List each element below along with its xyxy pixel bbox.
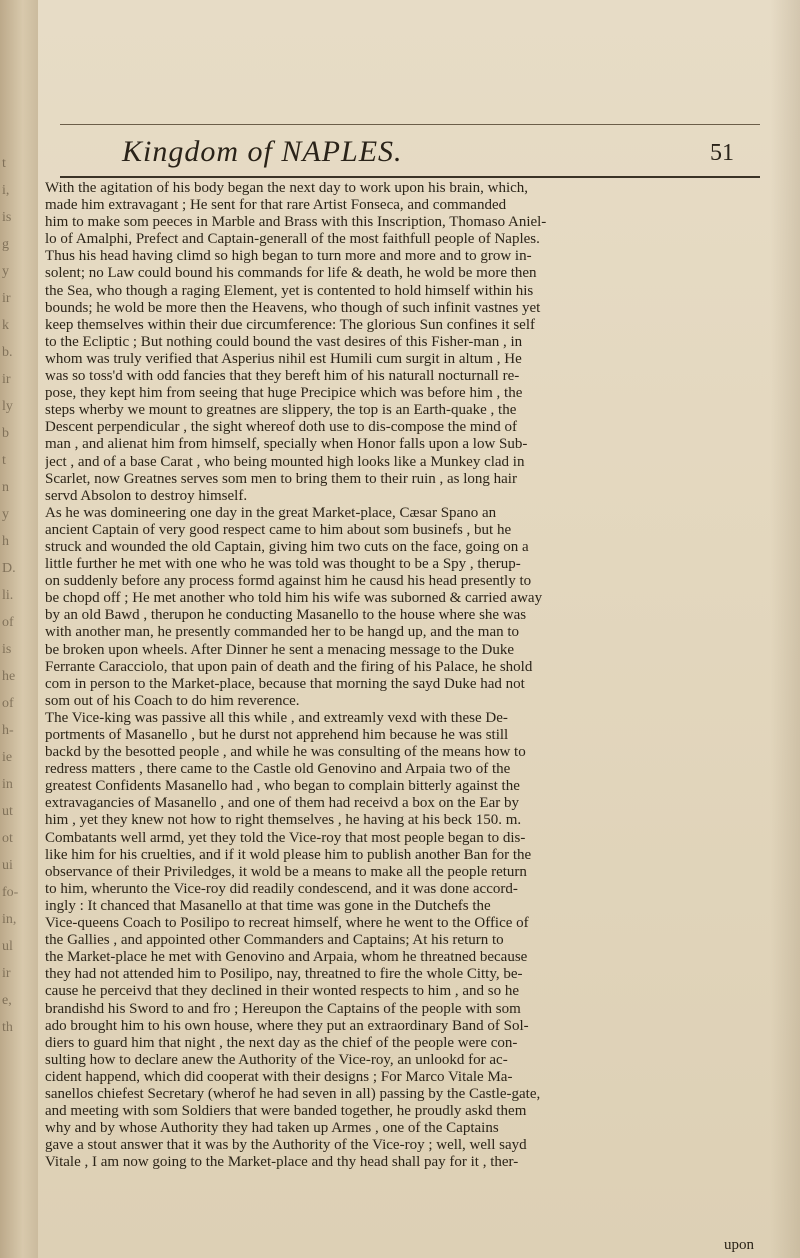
running-head: Kingdom of NAPLES. — [122, 135, 403, 168]
gutter-fragment: of — [2, 615, 14, 630]
gutter-fragment: t — [2, 453, 6, 468]
text-line: extravagancies of Masanello , and one of them had receivd a box on the Ear by — [45, 795, 519, 812]
text-line: solent; no Law could bound his commands for life & death, he wold be more then — [45, 265, 537, 282]
text-line: and meeting with som Soldiers that were banded together, he proudly askd them — [45, 1103, 527, 1120]
gutter-fragment: is — [2, 642, 12, 657]
gutter-fragment: of — [2, 696, 14, 711]
gutter-fragment: t — [2, 156, 6, 171]
text-line: Scarlet, now Greatnes serves som men to bring them to their ruin , as long hair — [45, 470, 517, 487]
text-line: him to make som peeces in Marble and Brass with this Inscription, Thomaso Aniel- — [45, 214, 547, 231]
gutter-fragment: th — [2, 1020, 13, 1035]
text-line: to the Ecliptic ; But nothing could bound the vast desires of this Fisher-man , in — [45, 333, 523, 350]
gutter-fragment: h — [2, 534, 9, 549]
gutter-fragment: ul — [2, 939, 13, 954]
text-line: him , yet they knew not how to right themselves , he having at his beck 150. m. — [45, 812, 522, 829]
text-line: little further he met with one who he was told was thought to be a Spy , therup- — [45, 556, 521, 573]
text-line: ject , and of a base Carat , who being mounted high looks like a Munkey clad in — [45, 453, 525, 470]
text-line: som out of his Coach to do him reverence. — [45, 692, 300, 709]
gutter-fragments — [2, 150, 32, 1041]
text-line: ingly : It chanced that Masanello at that time was gone in the Dutchefs the — [45, 897, 491, 914]
gutter-fragment: ot — [2, 831, 13, 846]
gutter-fragment: y — [2, 507, 9, 522]
text-line: redress matters , there came to the Castle old Genovino and Arpaia two of the — [45, 761, 511, 778]
gutter-fragment: fo- — [2, 885, 19, 900]
text-line: observance of their Priviledges, it wold be a means to make all the people return — [45, 863, 527, 880]
text-line: With the agitation of his body began the next day to work upon his brain, which, — [45, 180, 529, 196]
gutter-fragment: k — [2, 318, 9, 333]
text-line: As he was domineering one day in the great Market-place, Cæsar Spano an — [45, 504, 497, 521]
top-rule — [60, 124, 760, 125]
text-line: lo of Amalphi, Prefect and Captain-generall of the most faithfull people of Naples. — [45, 231, 540, 248]
text-line: the Market-place he met with Genovino and Arpaia, whom he threatned because — [45, 949, 528, 966]
text-line: sanellos chiefest Secretary (wherof he had seven in all) passing by the Castle-gate, — [45, 1085, 541, 1102]
gutter-fragment: D. — [2, 561, 16, 576]
text-line: greatest Confidents Masanello had , who began to complain bitterly against the — [45, 778, 520, 795]
text-line: the Sea, who though a raging Element, yet is contented to hold himself within his — [45, 282, 534, 299]
previous-page-edge — [0, 0, 38, 1258]
text-line: Thus his head having climd so high began to turn more and more and to grow in- — [45, 248, 532, 265]
text-line: backd by the besotted people , and while he was consulting of the means how to — [45, 744, 526, 761]
catchword: upon — [724, 1237, 754, 1253]
text-line: bounds; he wold be more then the Heavens, who though of such infinit vastnes yet — [45, 299, 541, 316]
text-line: why and by whose Authority they had taken up Armes , one of the Captains — [45, 1120, 499, 1137]
gutter-fragment: in, — [2, 912, 17, 927]
text-line: ado brought him to his own house, where they put an extraordinary Band of Sol- — [45, 1017, 529, 1034]
text-line: portments of Masanello , but he durst not apprehend him because he was still — [45, 727, 509, 743]
gutter-fragment: ir — [2, 372, 11, 387]
gutter-fragment: is — [2, 210, 12, 225]
text-line: made him extravagant ; He sent for that rare Artist Fonseca, and commanded — [45, 197, 507, 214]
text-line: servd Absolon to destroy himself. — [45, 487, 248, 504]
gutter-fragment: he — [2, 669, 16, 684]
body-text — [45, 180, 761, 1258]
gutter-fragment: ly — [2, 399, 13, 414]
text-line: to him, wherunto the Vice-roy did readily condescend, and it was done accord- — [45, 880, 518, 897]
text-line: Vice-queens Coach to Posilipo to recreat himself, where he went to the Office of — [45, 915, 529, 932]
gutter-fragment: ut — [2, 804, 13, 819]
text-line: gave a stout answer that it was by the Authority of the Vice-roy ; well, well sayd — [45, 1137, 527, 1154]
page-edge-shadow — [770, 0, 800, 1258]
text-line: the Gallies , and appointed other Commanders and Captains; At his return to — [45, 932, 504, 949]
header-rule — [60, 176, 760, 178]
text-line: be broken upon wheels. After Dinner he sent a menacing message to the Duke — [45, 641, 515, 658]
text-line: The Vice-king was passive all this while , and extreamly vexd with these De- — [45, 709, 508, 726]
gutter-fragment: li. — [2, 588, 14, 603]
text-line: by an old Bawd , therupon he conducting Masanello to the house where she was — [45, 607, 527, 624]
text-line: with another man, he presently commanded her to be hangd up, and the man to — [45, 624, 520, 641]
gutter-fragment: ui — [2, 858, 13, 873]
text-line: was so toss'd with odd fancies that they bereft him of his naturall nocturnall re- — [45, 368, 520, 385]
gutter-fragment: h- — [2, 723, 14, 738]
text-line: pose, they kept him from seeing that huge Precipice which was before him , the — [45, 385, 523, 402]
text-line: diers to guard him that night , the next day as the chief of the people were con- — [45, 1034, 518, 1051]
gutter-fragment: ir — [2, 291, 11, 306]
text-line: Descent perpendicular , the sight whereof doth use to dis-compose the mind of — [45, 419, 517, 436]
text-line: they had not attended him to Posilipo, nay, threatned to fire the whole Citty, be- — [45, 966, 523, 983]
gutter-fragment: ie — [2, 750, 13, 765]
text-line: steps wherby we mount to greatnes are slippery, the top is an Earth-quake , the — [45, 402, 517, 419]
gutter-fragment: in — [2, 777, 13, 792]
text-line: cause he perceivd that they declined in their wonted respects to him , and so he — [45, 983, 520, 1000]
gutter-fragment: ir — [2, 966, 11, 981]
gutter-fragment: b. — [2, 345, 13, 360]
text-line: be chopd off ; He met another who told him his wife was suborned & carried away — [45, 590, 543, 607]
text-line: sulting how to declare anew the Authority of the Vice-roy, an unlookd for ac- — [45, 1051, 508, 1068]
page-header — [60, 130, 760, 174]
text-line: Ferrante Caracciolo, that upon pain of death and the firing of his Palace, he shold — [45, 658, 533, 675]
text-line: Combatants well armd, yet they told the Vice-roy that most people began to dis- — [45, 829, 526, 846]
gutter-fragment: n — [2, 480, 9, 495]
text-line: man , and alienat him from himself, specially when Honor falls upon a low Sub- — [45, 436, 528, 453]
text-line: cident happend, which did cooperat with their designs ; For Marco Vitale Ma- — [45, 1068, 513, 1085]
text-line: ancient Captain of very good respect came to him about som businefs , but he — [45, 521, 512, 538]
gutter-fragment: y — [2, 264, 9, 279]
text-line: Vitale , I am now going to the Market-place and thy head shall pay for it , ther- — [45, 1154, 519, 1171]
text-line: like him for his cruelties, and if it wold please him to publish another Ban for the — [45, 846, 532, 863]
text-line: keep themselves within their due circumference: The glorious Sun confines it self — [45, 316, 535, 333]
gutter-fragment: b — [2, 426, 9, 441]
gutter-fragment: g — [2, 237, 9, 252]
text-line: brandishd his Sword to and fro ; Hereupon the Captains of the people with som — [45, 1000, 521, 1017]
gutter-fragment: i, — [2, 183, 10, 198]
gutter-fragment: e, — [2, 993, 12, 1008]
text-line: com in person to the Market-place, because that morning the sayd Duke had not — [45, 675, 525, 692]
text-line: on suddenly before any process formd against him he causd his head presently to — [45, 573, 532, 590]
page-number: 51 — [710, 140, 734, 166]
text-line: whom was truly verified that Asperius nihil est Humili cum surgit in altum , He — [45, 350, 522, 367]
text-line: struck and wounded the old Captain, giving him two cuts on the face, going on a — [45, 538, 529, 555]
